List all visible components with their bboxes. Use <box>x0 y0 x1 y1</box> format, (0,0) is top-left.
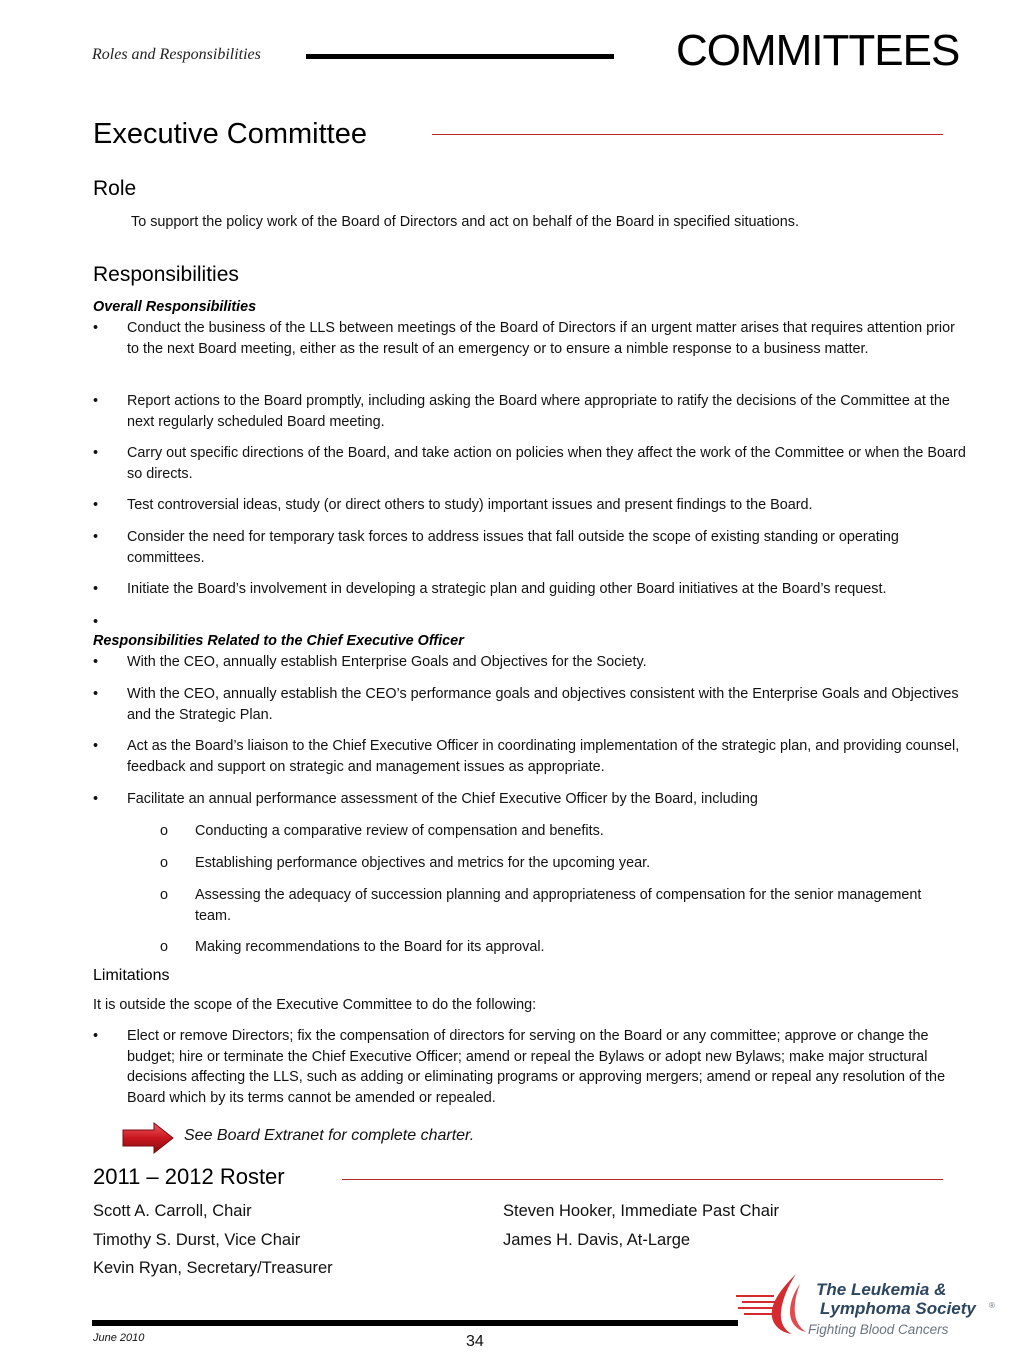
roster-right-1: Steven Hooker, Immediate Past Chair <box>503 1202 780 1220</box>
logo-line1: The Leukemia & <box>816 1280 947 1299</box>
overall-responsibility-text: Report actions to the Board promptly, including asking the Board where appropriate to ratify the decisions of the Committee at the next regularly scheduled Board meeting. <box>127 393 950 430</box>
ceo-responsibility-text: Act as the Board’s liaison to the Chief Executive Officer in coordinating implementation of the strategic plan, and providing counsel, feedback and support on strategic and management issues as appropriate. <box>127 738 960 775</box>
page-title: COMMITTEES <box>676 26 960 75</box>
charter-link[interactable]: See Board Extranet for complete charter. <box>184 1127 475 1144</box>
bullet-symbol: o <box>160 939 169 955</box>
bullet-symbol: o <box>160 887 169 903</box>
overall-heading: Overall Responsibilities <box>93 299 257 315</box>
ceo-responsibility-text: Facilitate an annual performance assessment of the Chief Executive Officer by the Board, including <box>127 791 758 807</box>
roster-heading: 2011 – 2012 Roster <box>93 1164 285 1189</box>
overall-responsibility-text: Initiate the Board’s involvement in developing a strategic plan and guiding other Board initiatives at the Board’s request. <box>127 581 887 597</box>
title-rule <box>432 134 943 135</box>
section-title: Executive Committee <box>93 118 367 150</box>
overall-responsibility-text: Conduct the business of the LLS between meetings of the Board of Directors if an urgent matter arises that requires attention prior to the next Board meeting, either as the result of an emergency or to ensure a nimble response to a business matter. <box>127 320 955 357</box>
role-text: To support the policy work of the Board of Directors and act on behalf of the Board in specified situations. <box>131 214 799 230</box>
arrow-right-icon <box>120 1121 176 1155</box>
footer-date: June 2010 <box>93 1332 145 1344</box>
overall-responsibility-text: Test controversial ideas, study (or direct others to study) important issues and present findings to the Board. <box>127 497 813 513</box>
bullet-symbol: • <box>93 791 99 807</box>
responsibilities-heading: Responsibilities <box>93 263 239 286</box>
logo-line2: Lymphoma Society <box>820 1299 976 1318</box>
page-number: 34 <box>466 1333 484 1350</box>
ceo-responsibility-text: With the CEO, annually establish Enterprise Goals and Objectives for the Society. <box>127 654 647 670</box>
bullet-symbol: • <box>93 654 99 670</box>
roster-rule <box>342 1179 943 1180</box>
ceo-assessment-text: Assessing the adequacy of succession planning and appropriateness of compensation for the senior management team. <box>195 887 922 924</box>
bullet-symbol: • <box>93 393 99 409</box>
logo-registered-mark: ® <box>989 1301 995 1310</box>
ceo-assessment-text: Establishing performance objectives and metrics for the upcoming year. <box>195 855 651 871</box>
roster-left-1: Scott A. Carroll, Chair <box>93 1202 252 1220</box>
section-label: Roles and Responsibilities <box>92 46 261 63</box>
limitations-heading: Limitations <box>93 967 170 984</box>
bullet-symbol: o <box>160 823 169 839</box>
bullet-symbol: • <box>93 738 99 754</box>
role-heading: Role <box>93 177 137 200</box>
limitations-intro: It is outside the scope of the Executive Committee to do the following: <box>93 997 537 1013</box>
roster-left-2: Timothy S. Durst, Vice Chair <box>93 1231 301 1249</box>
bullet-symbol: • <box>93 529 99 545</box>
footer-divider <box>92 1320 738 1326</box>
bullet-symbol: • <box>93 614 99 630</box>
roster-right-2: James H. Davis, At-Large <box>503 1231 691 1249</box>
bullet-symbol: o <box>160 855 169 871</box>
logo-tagline: Fighting Blood Cancers <box>808 1322 949 1337</box>
ceo-assessment-text: Making recommendations to the Board for its approval. <box>195 939 545 955</box>
bullet-symbol: • <box>93 686 99 702</box>
bullet-symbol: • <box>93 320 99 336</box>
overall-responsibility-text: Carry out specific directions of the Board, and take action on policies when they affect the work of the Committee or when the Board so directs. <box>127 445 966 482</box>
ceo-responsibility-text: With the CEO, annually establish the CEO’s performance goals and objectives consistent with the Enterprise Goals and Objectives and the Strategic Plan. <box>127 686 959 723</box>
overall-responsibility-text: Consider the need for temporary task forces to address issues that fall outside the scope of existing standing or operating committees. <box>127 529 899 566</box>
roster-left-3: Kevin Ryan, Secretary/Treasurer <box>93 1259 333 1277</box>
header-divider <box>306 54 614 59</box>
ceo-heading: Responsibilities Related to the Chief Executive Officer <box>93 633 464 649</box>
bullet-symbol: • <box>93 581 99 597</box>
lls-flame-logo-icon <box>734 1272 814 1336</box>
bullet-symbol: • <box>93 445 99 461</box>
bullet-symbol: • <box>93 1028 99 1044</box>
limitation-text: Elect or remove Directors; fix the compensation of directors for serving on the Board or any committee; approve or change the budget; hire or terminate the Chief Executive Officer; amend or repeal the Bylaws or adopt new Bylaws; make major structural decisions affecting the LLS, such as adding or eliminating programs or approving mergers; amend or repeal any resolution of the Board which by its terms cannot be amended or repealed. <box>127 1028 946 1106</box>
ceo-assessment-text: Conducting a comparative review of compensation and benefits. <box>195 823 604 839</box>
bullet-symbol: • <box>93 497 99 513</box>
